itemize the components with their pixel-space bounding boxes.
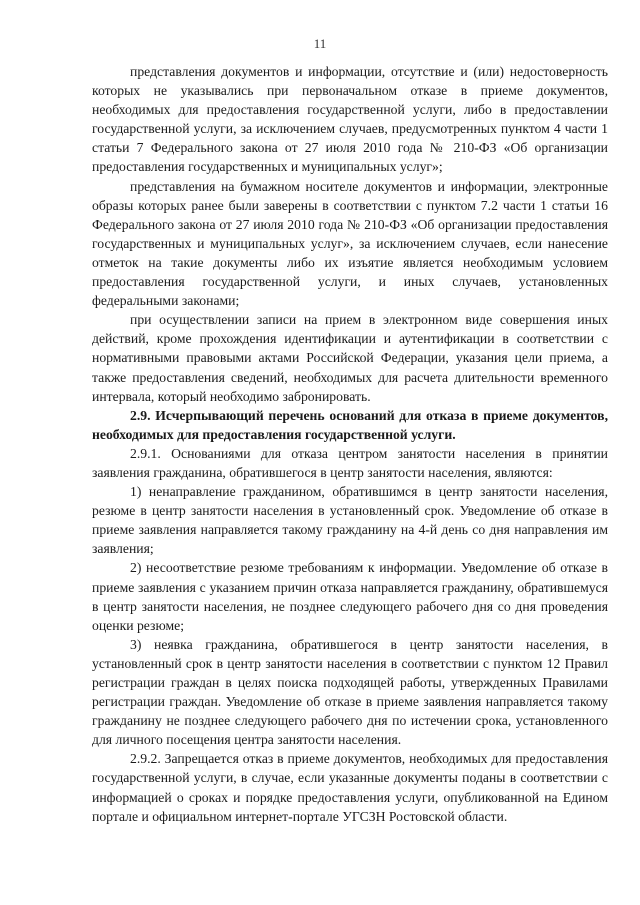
section-heading: 2.9. Исчерпывающий перечень оснований для отказа в приеме документов, необходимых для предоставления государственной услуги. — [92, 407, 608, 442]
list-item: 1) ненаправление гражданином, обратившимся в центр занятости населения, резюме в центр занятости населения в установленный срок. Уведомление об отказе в приеме заявления направляется такому гражданину на 4-й день со дня направления им заявления; — [92, 484, 608, 557]
list-item: 2) несоответствие резюме требованиям к информации. Уведомление об отказе в приеме заявления с указанием причин отказа направляется гражданину, обратившемуся в центр занятости населения, не позднее следующего рабочего дня со дня проведения оценки резюме; — [92, 560, 608, 633]
paragraph: при осуществлении записи на прием в электронном виде совершения иных действий, кроме прохождения идентификации и аутентификации в соответствии с нормативными правовыми актами Российской Федерации, указания цели приема, а также предоставления сведений, необходимых для расчета длительности временного интервала, который необходимо забронировать. — [92, 312, 608, 404]
paragraph: представления на бумажном носителе документов и информации, электронные образы которых ранее были заверены в соответствии с пунктом 7.2 части 1 статьи 16 Федерального закона от 27 июля 2010 года № 210-ФЗ «Об организации предоставления государственных и муниципальных услуг», за исключением случаев, если нанесение отметок на такие документы либо их изъятие является необходимым условием предоставления государственной услуги, и иных случаев, установленных федеральными законами; — [92, 178, 608, 309]
paragraph: 2.9.1. Основаниями для отказа центром занятости населения в принятии заявления гражданина, обратившегося в центр занятости населения, являются: — [92, 445, 608, 480]
document-body — [92, 62, 608, 826]
paragraph: 2.9.2. Запрещается отказ в приеме документов, необходимых для предоставления государственной услуги, в случае, если указанные документы поданы в соответствии с информацией о сроках и порядке предоставления услуги, опубликованной на Едином портале и официальном интернет-портале УГСЗН Ростовской области. — [92, 751, 608, 824]
list-item: 3) неявка гражданина, обратившегося в центр занятости населения, в установленный срок в центр занятости населения в соответствии с пунктом 12 Правил регистрации граждан в целях поиска подходящей работы, утвержденных Правилами регистрации граждан. Уведомление об отказе в приеме заявления направляется такому гражданину не позднее следующего рабочего дня по истечении срока, установленного для личного посещения центра занятости населения. — [92, 636, 608, 748]
page-number: 11 — [313, 36, 327, 51]
paragraph: представления документов и информации, отсутствие и (или) недостоверность которых не указывались при первоначальном отказе в приеме документов, необходимых для предоставления государственной услуги, либо в предоставлении государственной услуги, за исключением случаев, предусмотренных пунктом 4 части 1 статьи 7 Федерального закона от 27 июля 2010 года № 210-ФЗ «Об организации предоставления государственных и муниципальных услуг»; — [92, 64, 608, 175]
